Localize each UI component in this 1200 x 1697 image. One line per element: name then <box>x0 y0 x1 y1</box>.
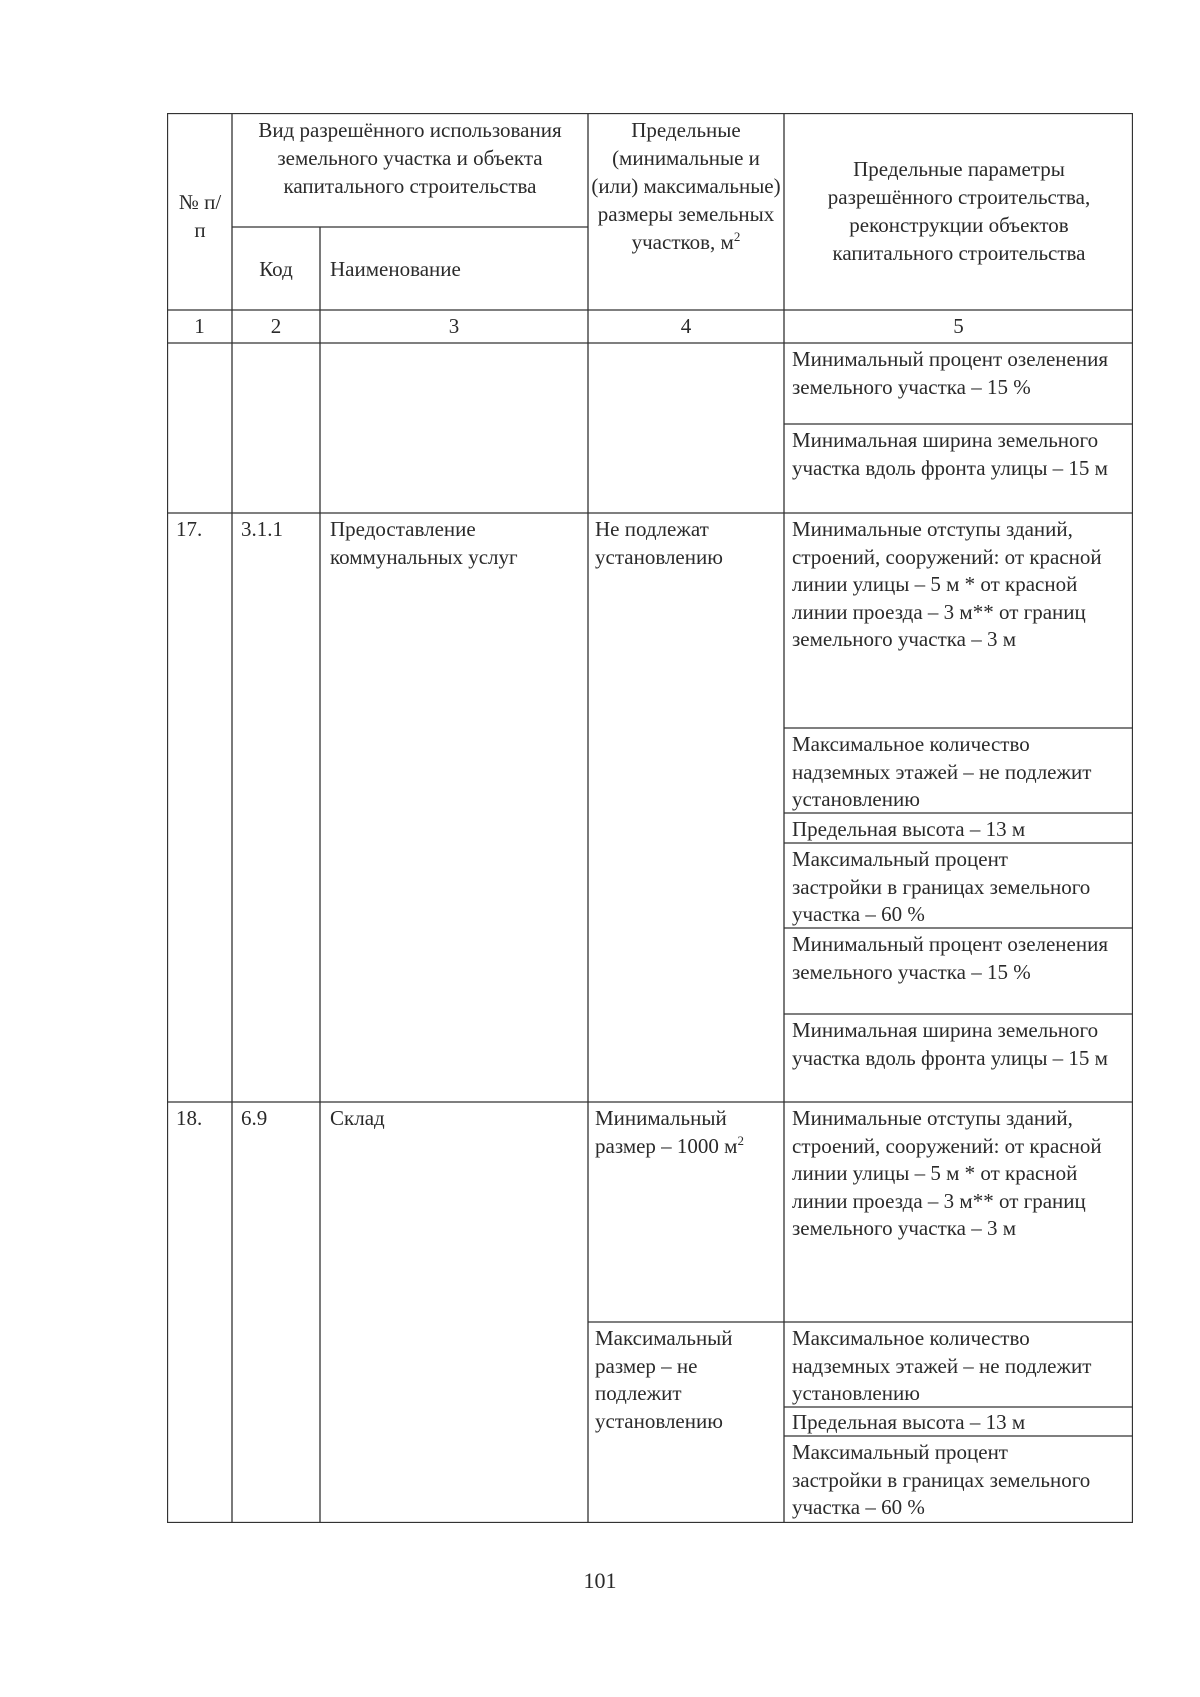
regulations-table <box>167 113 1133 1523</box>
row-size: Не подлежат установлению <box>595 517 723 569</box>
param-cell: Минимальные отступы зданий, строений, сооружений: от красной линии улицы – 5 м * от красной линии проезда – 3 м** от границ земельного участка – 3 м <box>792 517 1102 651</box>
row-size-min <box>595 1105 780 1160</box>
param-cell: Предельная высота – 13 м <box>792 1410 1026 1434</box>
header-use-type: Вид разрешённого использования земельного участка и объекта капитального строительства <box>258 118 562 198</box>
row-size-min-text: Минимальный размер – 1000 м <box>595 1106 738 1158</box>
header-sizes <box>591 116 781 256</box>
column-number-1: 1 <box>194 314 205 338</box>
param-cell: Минимальный процент озеленения земельного участка – 15 % <box>792 347 1109 399</box>
header-name: Наименование <box>330 257 461 281</box>
header-sizes-text: Предельные (минимальные и (или) максимальные) размеры земельных участков, м <box>591 118 781 254</box>
row-number: 18. <box>176 1106 203 1130</box>
column-number-4: 4 <box>680 314 692 338</box>
param-cell: Предельная высота – 13 м <box>792 817 1026 841</box>
param-cell: Максимальное количество надземных этажей – не подлежит установлению <box>792 1326 1092 1405</box>
row-name: Склад <box>330 1106 385 1130</box>
row-size-max: Максимальный размер – не подлежит установлению <box>595 1326 733 1433</box>
row-size-min-sup: 2 <box>737 1132 744 1148</box>
param-cell: Максимальное количество надземных этажей – не подлежит установлению <box>792 732 1092 811</box>
row-code: 3.1.1 <box>241 517 283 541</box>
param-cell: Максимальный процент застройки в границах земельного участка – 60 % <box>792 1440 1091 1519</box>
param-cell: Минимальная ширина земельного участка вдоль фронта улицы – 15 м <box>792 428 1108 480</box>
row-code: 6.9 <box>241 1106 268 1130</box>
column-number-3: 3 <box>448 314 460 338</box>
header-number: № п/п <box>178 190 222 242</box>
header-sizes-sup: 2 <box>733 229 741 244</box>
param-cell: Минимальные отступы зданий, строений, сооружений: от красной линии улицы – 5 м * от красной линии проезда – 3 м** от границ земельного участка – 3 м <box>792 1106 1102 1240</box>
row-number: 17. <box>176 517 203 541</box>
column-number-2: 2 <box>270 314 282 338</box>
row-name: Предоставление коммунальных услуг <box>330 517 518 569</box>
header-params: Предельные параметры разрешённого строительства, реконструкции объектов капитального строительства <box>827 157 1091 265</box>
column-number-5: 5 <box>953 314 964 338</box>
header-code: Код <box>259 257 293 281</box>
page-number: 101 <box>583 1568 617 1593</box>
param-cell: Минимальный процент озеленения земельного участка – 15 % <box>792 932 1109 984</box>
param-cell: Минимальная ширина земельного участка вдоль фронта улицы – 15 м <box>792 1018 1108 1070</box>
param-cell: Максимальный процент застройки в границах земельного участка – 60 % <box>792 847 1091 926</box>
